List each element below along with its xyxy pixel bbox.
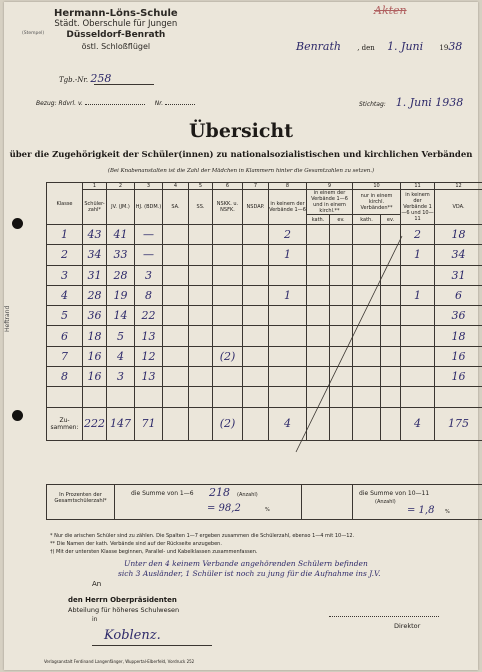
table-row — [47, 225, 482, 245]
stamp-label: (Stempel) — [22, 31, 45, 36]
bezug-line — [36, 100, 195, 107]
address-line-1: den Herrn Oberpräsidenten — [68, 596, 177, 604]
cell-sa — [163, 306, 189, 326]
header-klasse: Klasse — [47, 183, 83, 225]
cell-nsdap — [243, 346, 269, 366]
pct2-value: = 1,8 — [407, 505, 435, 516]
cell-sa — [163, 326, 189, 346]
cell-sa — [163, 367, 189, 387]
sum-ss — [189, 407, 213, 440]
side-label: Heftrand — [4, 305, 11, 332]
sum-row — [47, 407, 482, 440]
cell-hj — [135, 387, 163, 407]
header-kath: kath. — [307, 215, 330, 225]
date-value: 1. Juni — [387, 40, 424, 53]
cell-hj: 22 — [135, 306, 163, 326]
address-underline — [92, 645, 212, 646]
cell-ss — [189, 225, 213, 245]
cell-nskk — [213, 367, 243, 387]
cell-hj: 8 — [135, 285, 163, 305]
cell-nskk — [213, 265, 243, 285]
sum-klasse: Zu-sammen: — [47, 407, 83, 440]
cell-vda: 6 — [435, 285, 482, 305]
sum2-anzahl: (Anzahl) — [375, 499, 396, 505]
cell-keinem2: 1 — [401, 245, 435, 265]
diagonal-line — [296, 236, 402, 452]
address-an: An — [92, 580, 102, 588]
cell-schueler: 43 — [83, 225, 107, 245]
school-city: Düsseldorf-Benrath — [66, 30, 166, 40]
sum2-label: die Summe von 10—11 — [359, 490, 430, 497]
publisher-footer: Verlagsanstalt Ferdinand Langenfänger, Wuppertal-Elberfeld, Vordruck 252 — [44, 659, 195, 664]
header-schuelerzahl: Schüler-zahl* — [83, 190, 107, 225]
cell-nsdap — [243, 225, 269, 245]
col-num: 3 — [135, 183, 163, 190]
col-num: 10 — [353, 183, 401, 190]
cell-hj: — — [135, 245, 163, 265]
footnote: * Nur die arischen Schüler sind zu zählen. Die Spalten 1—7 ergeben zusammen die Schülerzahl, ebenso 1—4 mit 10—12. — [50, 533, 355, 539]
header-nur: nur in einem kirchl. Verbänden** — [353, 190, 401, 215]
document-page — [4, 2, 478, 670]
footnote: †) Mit der untersten Klasse beginnen, Parallel- und Kabelklassen zusammenfassen. — [50, 549, 258, 555]
pct1-sign: % — [265, 507, 270, 513]
den-label: , den — [357, 44, 375, 52]
punch-hole — [12, 410, 23, 421]
cell-sa — [163, 285, 189, 305]
table-row — [47, 265, 482, 285]
cell-klasse: 6 — [47, 326, 83, 346]
nr-fill — [165, 104, 195, 105]
cell-jv: 28 — [107, 265, 135, 285]
cell-nskk — [213, 326, 243, 346]
cell-nskk — [213, 225, 243, 245]
cell-sa — [163, 265, 189, 285]
header-keinem: in keinem der Verbände 1—6 — [269, 190, 307, 225]
document-title: Übersicht — [188, 120, 294, 142]
cell-hj: — — [135, 225, 163, 245]
cell-jv: 19 — [107, 285, 135, 305]
col-num: 9 — [307, 183, 353, 190]
cell-nsdap — [243, 326, 269, 346]
handnote-line-2: sich 3 Ausländer, 1 Schüler ist noch zu jung für die Aufnahme ins J.V. — [118, 569, 381, 578]
cell-keinem2 — [401, 265, 435, 285]
cell-hj: 13 — [135, 367, 163, 387]
cell-klasse: 8 — [47, 367, 83, 387]
col-num: 5 — [189, 183, 213, 190]
stichtag-label: Stichtag: — [359, 101, 386, 108]
header-hj: HJ. (BDM.) — [135, 190, 163, 225]
stichtag-value: 1. Juni 1938 — [395, 96, 464, 109]
cell-vda: 18 — [435, 326, 482, 346]
cell-keinem: 2 — [269, 225, 307, 245]
sum-nsdap — [243, 407, 269, 440]
percent-label: In Prozenten der Gesamtschülerzahl* — [47, 485, 115, 519]
cell-ss — [189, 245, 213, 265]
col-num: 6 — [213, 183, 243, 190]
cell-nskk — [213, 306, 243, 326]
cell-vda: 36 — [435, 306, 482, 326]
header-kath: kath. — [353, 215, 381, 225]
membership-table — [46, 182, 482, 441]
year-prefix: 19 — [439, 44, 449, 52]
cell-schueler: 34 — [83, 245, 107, 265]
cell-ss — [189, 387, 213, 407]
cell-jv: 5 — [107, 326, 135, 346]
sum-keinem: 4 — [269, 407, 307, 440]
school-name: Hermann-Löns-Schule — [54, 8, 178, 19]
cell-vda: 16 — [435, 367, 482, 387]
col-num: 4 — [163, 183, 189, 190]
document-subtitle: über die Zugehörigkeit der Schüler(innen) zu nationalsozialistischen und kirchlichen Verbänden — [9, 150, 473, 160]
cell-hj: 3 — [135, 265, 163, 285]
sum-vda: 175 — [435, 407, 482, 440]
cell-keinem2: 2 — [401, 225, 435, 245]
cell-klasse: 7 — [47, 346, 83, 366]
cell-ss — [189, 367, 213, 387]
table-row — [47, 387, 482, 407]
cell-schueler: 16 — [83, 367, 107, 387]
table-row — [47, 285, 482, 305]
cell-jv: 41 — [107, 225, 135, 245]
corner-note: Akten — [374, 4, 407, 17]
header-ev: ev. — [330, 215, 353, 225]
cell-nsdap — [243, 387, 269, 407]
place: Benrath — [296, 40, 341, 53]
percent-divider — [301, 485, 353, 519]
col-num: 12 — [435, 183, 482, 190]
cell-nskk — [213, 245, 243, 265]
col-num: 7 — [243, 183, 269, 190]
column-number-row — [47, 183, 482, 190]
header-ev: ev. — [381, 215, 401, 225]
signature-line — [329, 616, 439, 617]
school-header — [22, 8, 178, 52]
cell-keinem2 — [401, 346, 435, 366]
header-vda: VDA. — [435, 190, 482, 225]
sum-schueler: 222 — [83, 407, 107, 440]
header-nsdap: NSDAP. — [243, 190, 269, 225]
cell-schueler: 28 — [83, 285, 107, 305]
punch-hole — [12, 218, 23, 229]
sum1-anzahl: (Anzahl) — [237, 492, 258, 498]
cell-nskk — [213, 387, 243, 407]
cell-klasse: 2 — [47, 245, 83, 265]
cell-keinem2 — [401, 326, 435, 346]
cell-keinem2 — [401, 367, 435, 387]
header-sa: SA. — [163, 190, 189, 225]
sum-nskk: (2) — [213, 407, 243, 440]
pct1-value: = 98,2 — [207, 503, 241, 514]
sum-sa — [163, 407, 189, 440]
diagonal-strike — [294, 234, 404, 454]
cell-jv: 4 — [107, 346, 135, 366]
header-row — [47, 190, 482, 215]
cell-sa — [163, 387, 189, 407]
sum-hj: 71 — [135, 407, 163, 440]
cell-sa — [163, 245, 189, 265]
tgb-label: Tgb.-Nr. — [59, 76, 89, 84]
cell-vda: 18 — [435, 225, 482, 245]
cell-nsdap — [243, 367, 269, 387]
cell-schueler: 36 — [83, 306, 107, 326]
table-row — [47, 367, 482, 387]
table-row — [47, 306, 482, 326]
cell-ss — [189, 306, 213, 326]
table-row — [47, 245, 482, 265]
col-num: 8 — [269, 183, 307, 190]
cell-klasse: 3 — [47, 265, 83, 285]
header-keinem2: in keinem der Verbände 1—6 und 10—11 — [401, 190, 435, 225]
pct2-sign: % — [445, 509, 450, 515]
sum1-label: die Summe von 1—6 — [131, 490, 194, 497]
header-ss: SS. — [189, 190, 213, 225]
cell-klasse: 5 — [47, 306, 83, 326]
handnote-line-1: Unter den 4 keinem Verbande angehörenden Schülern befinden — [124, 559, 368, 568]
document-subnote: (Bei Knabenanstalten ist die Zahl der Mädchen in Klammern hinter die Gesamtzahlen zu setzen.) — [107, 168, 375, 174]
cell-keinem2 — [401, 306, 435, 326]
table-row — [47, 346, 482, 366]
cell-klasse: 4 — [47, 285, 83, 305]
header-jv: JV. (JM.) — [107, 190, 135, 225]
bezug-fill — [85, 104, 145, 105]
col-num: 2 — [107, 183, 135, 190]
percent-row — [46, 484, 482, 520]
cell-vda — [435, 387, 482, 407]
school-type: Städt. Oberschule für Jungen — [54, 19, 178, 29]
year-value: 38 — [448, 40, 463, 53]
table-row — [47, 326, 482, 346]
cell-keinem2: 1 — [401, 285, 435, 305]
tgb-underline — [94, 84, 154, 85]
address-line-2: Abteilung für höheres Schulwesen — [68, 606, 180, 614]
cell-keinem: 1 — [269, 245, 307, 265]
cell-nsdap — [243, 265, 269, 285]
cell-jv: 14 — [107, 306, 135, 326]
cell-ss — [189, 285, 213, 305]
sum1-value: 218 — [209, 486, 230, 499]
cell-hj: 13 — [135, 326, 163, 346]
col-num: 11 — [401, 183, 435, 190]
cell-sa — [163, 346, 189, 366]
cell-nsdap — [243, 285, 269, 305]
school-wing: östl. Schloßflügel — [81, 42, 151, 51]
footnote: ** Die Namen der kath. Verbände sind auf der Rückseite anzugeben. — [50, 541, 222, 547]
bezug-label: Bezug: Rdvrl. v. — [36, 100, 83, 107]
cell-klasse — [47, 387, 83, 407]
tgb-value: 258 — [90, 72, 112, 85]
header-einem: in einem der Verbände 1—6 und in einem kirchl.** — [307, 190, 353, 215]
stichtag-line — [359, 96, 463, 109]
cell-ss — [189, 265, 213, 285]
cell-vda: 16 — [435, 346, 482, 366]
cell-keinem: 1 — [269, 285, 307, 305]
cell-nsdap — [243, 306, 269, 326]
cell-jv: 3 — [107, 367, 135, 387]
cell-schueler — [83, 387, 107, 407]
cell-hj: 12 — [135, 346, 163, 366]
cell-sa — [163, 225, 189, 245]
cell-nskk — [213, 285, 243, 305]
cell-vda: 31 — [435, 265, 482, 285]
footnotes — [50, 532, 354, 556]
cell-jv: 33 — [107, 245, 135, 265]
cell-ss — [189, 346, 213, 366]
nr-label: Nr. — [154, 100, 164, 107]
cell-schueler: 31 — [83, 265, 107, 285]
cell-nskk: (2) — [213, 346, 243, 366]
cell-nsdap — [243, 245, 269, 265]
header-nskk: NSKK. u. NSFK. — [213, 190, 243, 225]
cell-schueler: 18 — [83, 326, 107, 346]
cell-keinem2 — [401, 387, 435, 407]
cell-klasse: 1 — [47, 225, 83, 245]
address-city: Koblenz. — [104, 628, 161, 643]
date-line — [296, 40, 462, 53]
col-num: 1 — [83, 183, 107, 190]
cell-vda: 34 — [435, 245, 482, 265]
cell-schueler: 16 — [83, 346, 107, 366]
sum-jv: 147 — [107, 407, 135, 440]
direktor-label: Direktor — [394, 622, 421, 630]
cell-ss — [189, 326, 213, 346]
sum-keinem2: 4 — [401, 407, 435, 440]
address-in: in — [92, 616, 98, 623]
cell-jv — [107, 387, 135, 407]
